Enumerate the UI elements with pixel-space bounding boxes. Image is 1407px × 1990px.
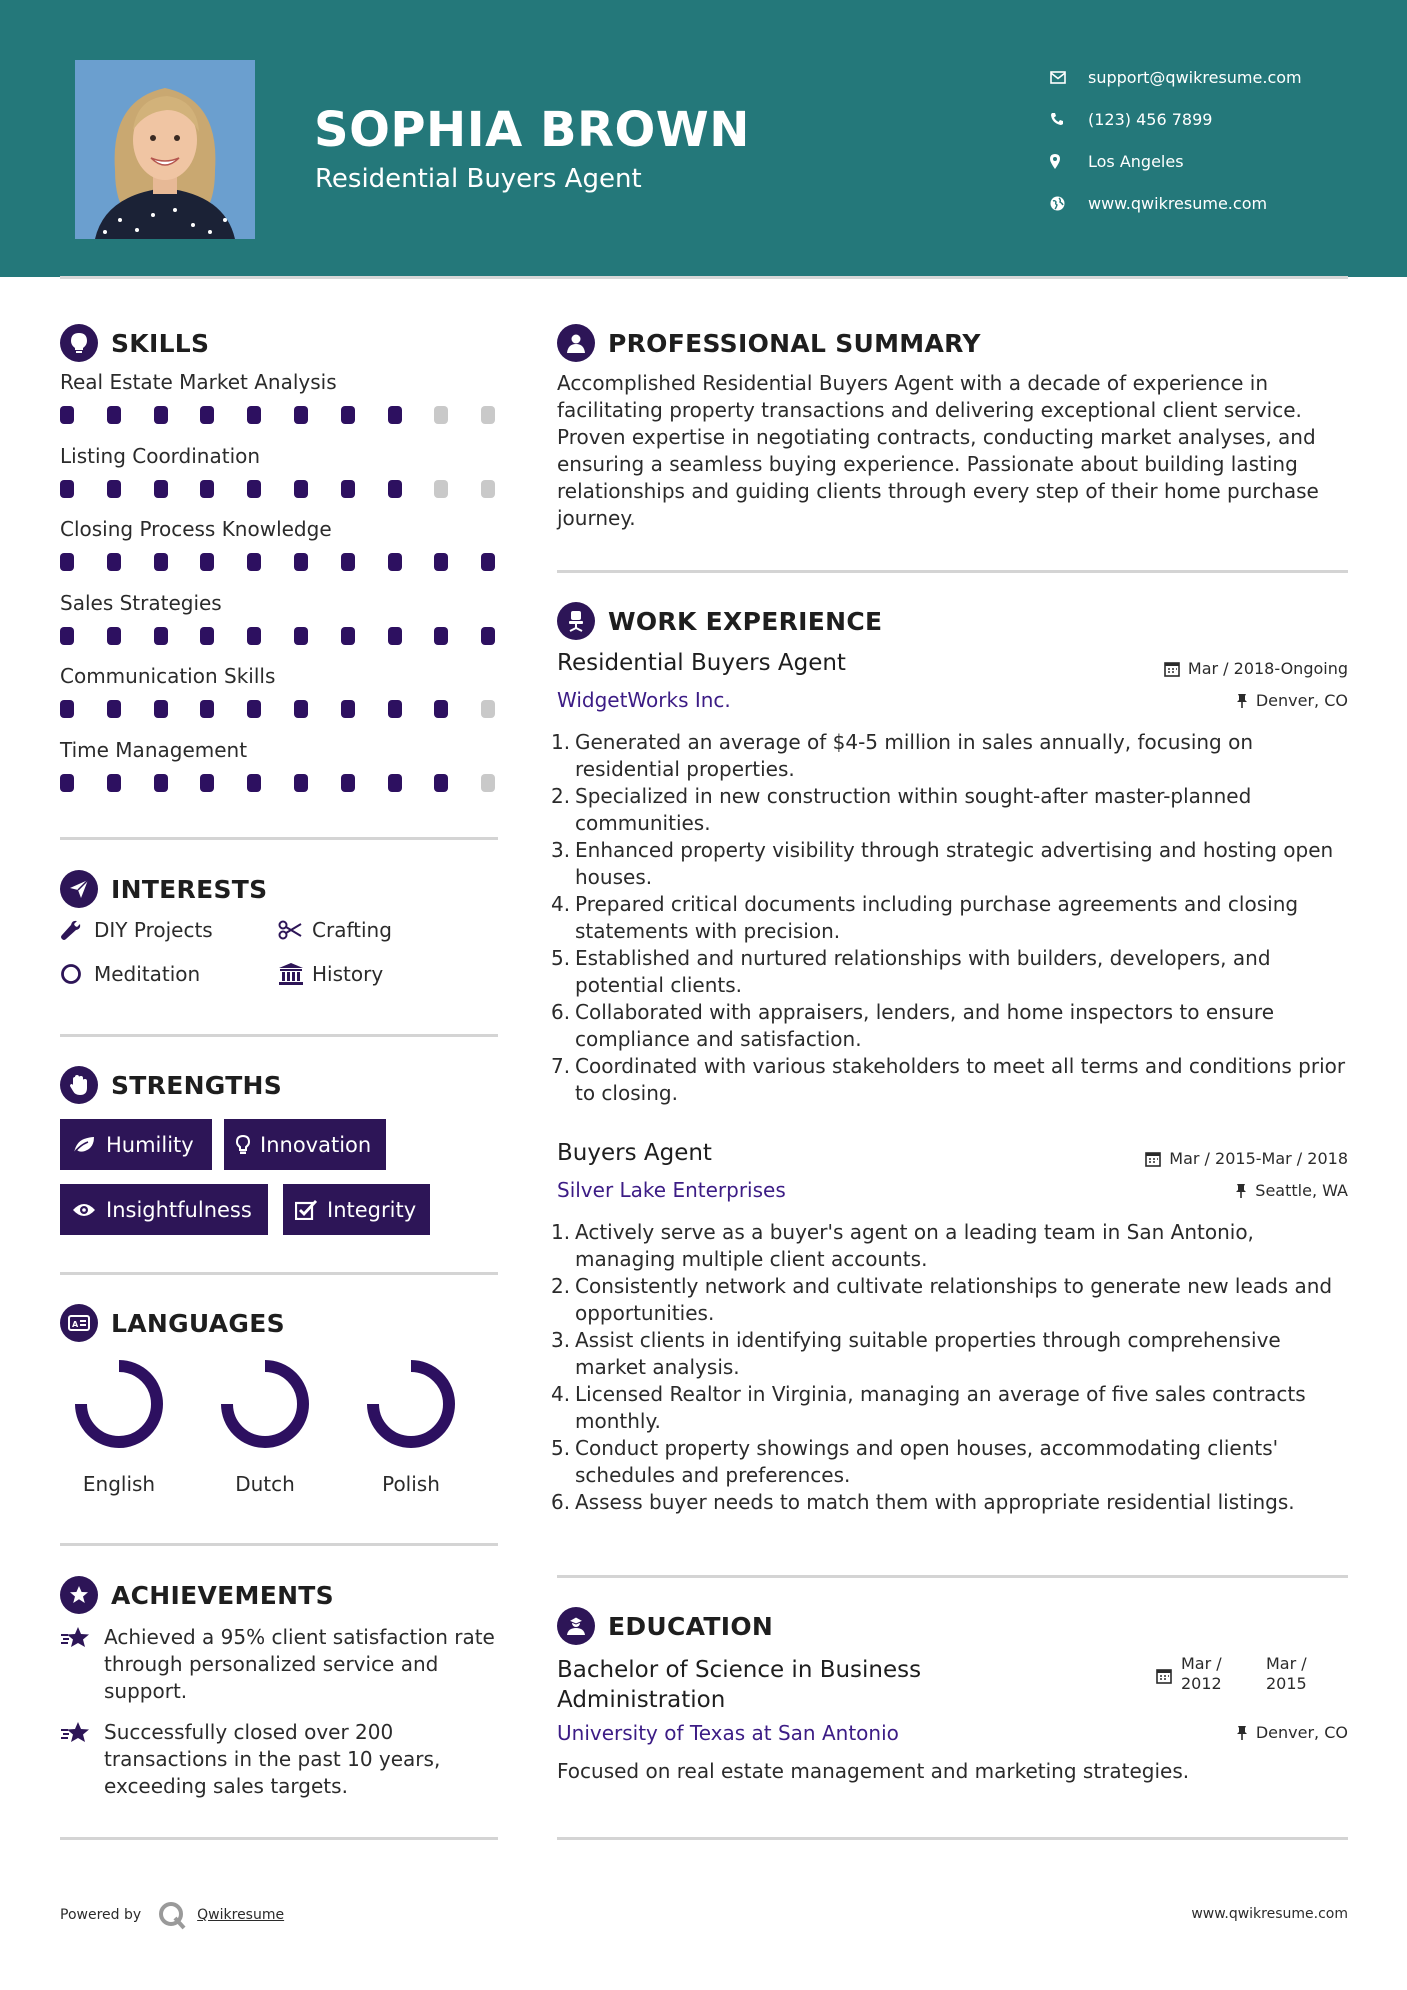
contact-phone[interactable]	[1050, 98, 1390, 140]
summary-text: Accomplished Residential Buyers Agent with a decade of experience in facilitating property transactions and delivering exceptional client service. Proven expertise in negotiating contracts, conducting market analyses, and ensuring a seamless buying experience. Passionate about building lasting relationships and guiding clients through every step of their home purchase journey.	[557, 371, 1319, 530]
rating-dot	[247, 480, 261, 498]
language-item	[338, 1358, 484, 1496]
qwikresume-logo-icon	[157, 1900, 187, 1930]
lightbulb-icon	[60, 324, 98, 362]
education-location	[1236, 1723, 1348, 1742]
rating-dot	[200, 406, 214, 424]
contact-website[interactable]	[1050, 182, 1390, 224]
skill-item	[60, 517, 500, 573]
education-location-text: Denver, CO	[1255, 1723, 1348, 1742]
contact-email[interactable]	[1050, 56, 1390, 98]
rating-dot	[388, 406, 402, 424]
skill-item	[60, 370, 500, 426]
language-gauge	[73, 1358, 165, 1450]
interest-label: DIY Projects	[94, 918, 213, 942]
job-responsibilities	[551, 1219, 1347, 1516]
education-heading	[557, 1607, 773, 1645]
skill-rating	[60, 480, 500, 500]
skill-name: Communication Skills	[60, 664, 276, 688]
skills-title: SKILLS	[111, 328, 210, 358]
rating-dot	[247, 406, 261, 424]
strength-tag	[224, 1119, 386, 1170]
hand-icon	[60, 1066, 98, 1104]
education-end-date: Mar / 2015	[1266, 1654, 1307, 1693]
paper-plane-icon	[60, 870, 98, 908]
rating-dot	[107, 406, 121, 424]
interest-item	[278, 918, 392, 942]
map-pin-icon	[1050, 154, 1088, 169]
contact-email-text: support@qwikresume.com	[1088, 67, 1302, 87]
office-chair-icon	[557, 602, 595, 640]
skills-heading	[60, 324, 209, 362]
star-icon	[60, 1719, 104, 1800]
rating-dot	[247, 553, 261, 571]
rating-dot	[434, 480, 448, 498]
rating-dot	[388, 480, 402, 498]
skill-name: Listing Coordination	[60, 444, 261, 468]
rating-dot	[107, 774, 121, 792]
institution-icon	[278, 962, 312, 986]
rating-dot	[294, 553, 308, 571]
qwikresume-link[interactable]: Qwikresume	[197, 1907, 285, 1923]
powered-by-label: Powered by	[60, 1907, 142, 1923]
job-bullet: 2. Specialized in new construction within sought-after master-planned communities.	[551, 784, 1252, 835]
rating-dot	[341, 627, 355, 645]
rating-dot	[60, 553, 74, 571]
job-dates-text: Mar / 2018-Ongoing	[1187, 659, 1348, 678]
lightbulb-icon	[236, 1135, 250, 1155]
skill-rating	[60, 406, 500, 426]
profile-photo	[75, 60, 255, 239]
rating-dot	[434, 406, 448, 424]
rating-dot	[481, 406, 495, 424]
job-dates	[1145, 1149, 1348, 1168]
rating-dot	[154, 774, 168, 792]
rating-dot	[107, 700, 121, 718]
interests-title: INTERESTS	[111, 874, 268, 904]
rating-dot	[154, 700, 168, 718]
skill-rating	[60, 553, 500, 573]
resume-header	[0, 0, 1407, 277]
contact-website-text: www.qwikresume.com	[1088, 193, 1268, 213]
skill-item	[60, 664, 500, 720]
section-divider	[557, 1575, 1348, 1578]
job-bullet: 3. Assist clients in identifying suitable properties through comprehensive market analysis.	[551, 1328, 1281, 1379]
rating-dot	[60, 480, 74, 498]
user-icon	[557, 324, 595, 362]
job-dates-text: Mar / 2015-Mar / 2018	[1169, 1149, 1348, 1168]
job-bullet: 6. Assess buyer needs to match them with appropriate residential listings.	[551, 1490, 1295, 1514]
job-dates	[1164, 659, 1348, 678]
interest-label: History	[312, 962, 384, 986]
job-bullet: 3. Enhanced property visibility through strategic advertising and hosting open houses.	[551, 838, 1334, 889]
job-bullet: 1. Actively serve as a buyer's agent on a leading team in San Antonio, managing multiple client accounts.	[551, 1220, 1254, 1271]
rating-dot	[341, 553, 355, 571]
strength-tag	[60, 1184, 268, 1235]
strengths-heading	[60, 1066, 282, 1104]
job-responsibilities	[551, 729, 1347, 1107]
language-level-arc	[373, 1366, 449, 1442]
language-item	[46, 1358, 192, 1496]
language-name: Polish	[382, 1472, 440, 1496]
rating-dot	[107, 553, 121, 571]
job-bullet: 4. Prepared critical documents including purchase agreements and closing statements with precision.	[551, 892, 1299, 943]
rating-dot	[341, 700, 355, 718]
interest-label: Meditation	[94, 962, 201, 986]
rating-dot	[434, 700, 448, 718]
experience-title: WORK EXPERIENCE	[608, 606, 883, 636]
achievement-text: Achieved a 95% client satisfaction rate through personalized service and support.	[104, 1625, 495, 1703]
rating-dot	[481, 774, 495, 792]
job-role: Buyers Agent	[557, 1140, 712, 1166]
strength-label: Integrity	[327, 1197, 417, 1222]
job-company: Silver Lake Enterprises	[557, 1178, 786, 1202]
graduate-icon	[557, 1607, 595, 1645]
education-title: EDUCATION	[608, 1611, 774, 1641]
strength-label: Innovation	[260, 1132, 372, 1157]
achievement-item	[60, 1719, 500, 1800]
skill-name: Closing Process Knowledge	[60, 517, 332, 541]
rating-dot	[481, 700, 495, 718]
languages-heading	[60, 1304, 285, 1342]
language-gauge	[219, 1358, 311, 1450]
achievement-text: Successfully closed over 200 transactions in the past 10 years, exceeding sales targets.	[104, 1720, 441, 1798]
phone-icon	[1050, 112, 1088, 126]
skill-name: Time Management	[60, 738, 248, 762]
footer-url[interactable]: www.qwikresume.com	[1191, 1906, 1348, 1922]
language-name: English	[82, 1472, 156, 1496]
skill-name: Real Estate Market Analysis	[60, 370, 337, 394]
envelope-icon	[1050, 71, 1088, 84]
rating-dot	[294, 406, 308, 424]
job-location-text: Denver, CO	[1255, 691, 1348, 710]
rating-dot	[247, 774, 261, 792]
header-divider	[60, 276, 1348, 279]
rating-dot	[434, 774, 448, 792]
strengths-title: STRENGTHS	[111, 1070, 283, 1100]
candidate-title: Residential Buyers Agent	[315, 164, 642, 194]
rating-dot	[481, 627, 495, 645]
rating-dot	[60, 700, 74, 718]
section-divider	[60, 1543, 498, 1546]
calendar-icon	[1145, 1151, 1161, 1167]
contact-location	[1050, 140, 1390, 182]
rating-dot	[341, 406, 355, 424]
rating-dot	[60, 774, 74, 792]
strength-tag	[283, 1184, 430, 1235]
interest-item	[60, 962, 200, 986]
rating-dot	[107, 480, 121, 498]
calendar-icon	[1164, 661, 1180, 677]
globe-icon	[1050, 196, 1088, 211]
circle-icon	[60, 963, 94, 985]
rating-dot	[154, 553, 168, 571]
job-location	[1235, 1181, 1348, 1200]
rating-dot	[388, 553, 402, 571]
strength-tag	[60, 1119, 212, 1170]
section-divider	[557, 570, 1348, 573]
leaf-icon	[72, 1136, 96, 1154]
degree-line-1: Bachelor of Science in Business	[557, 1657, 922, 1683]
rating-dot	[388, 700, 402, 718]
candidate-name: SOPHIA BROWN	[314, 102, 750, 158]
rating-dot	[388, 774, 402, 792]
rating-dot	[247, 627, 261, 645]
job-bullet: 5. Established and nurtured relationships with builders, developers, and potential clients.	[551, 946, 1271, 997]
education-degree	[557, 1655, 921, 1715]
rating-dot	[200, 553, 214, 571]
education-description: Focused on real estate management and marketing strategies.	[557, 1759, 1190, 1783]
experience-heading	[557, 602, 882, 640]
job-location	[1236, 691, 1348, 710]
rating-dot	[200, 700, 214, 718]
id-card-icon	[60, 1304, 98, 1342]
thumbtack-icon	[1236, 693, 1248, 709]
job-bullet: 5. Conduct property showings and open houses, accommodating clients' schedules and preferences.	[551, 1436, 1279, 1487]
language-level-arc	[81, 1366, 157, 1442]
rating-dot	[154, 480, 168, 498]
section-divider	[60, 1034, 498, 1037]
rating-dot	[481, 480, 495, 498]
job-bullet: 6. Collaborated with appraisers, lenders, and home inspectors to ensure compliance and satisfaction.	[551, 1000, 1274, 1051]
achievements-heading	[60, 1576, 334, 1614]
thumbtack-icon	[1236, 1725, 1248, 1741]
contact-list	[1050, 56, 1390, 224]
strength-label: Humility	[106, 1132, 194, 1157]
interest-label: Crafting	[312, 918, 392, 942]
section-divider	[60, 1272, 498, 1275]
job-bullet: 7. Coordinated with various stakeholders to meet all terms and conditions prior to closing.	[551, 1054, 1346, 1105]
rating-dot	[294, 700, 308, 718]
rating-dot	[388, 627, 402, 645]
achievement-item	[60, 1624, 500, 1705]
rating-dot	[434, 553, 448, 571]
job-bullet: 1. Generated an average of $4-5 million in sales annually, focusing on residential properties.	[551, 730, 1254, 781]
skill-rating	[60, 700, 500, 720]
interests-heading	[60, 870, 267, 908]
skill-name: Sales Strategies	[60, 591, 222, 615]
skill-item	[60, 591, 500, 647]
rating-dot	[200, 480, 214, 498]
education-start-date: Mar / 2012	[1181, 1654, 1222, 1693]
check-square-icon	[295, 1200, 317, 1220]
summary-heading	[557, 324, 981, 362]
rating-dot	[341, 480, 355, 498]
rating-dot	[154, 406, 168, 424]
rating-dot	[294, 480, 308, 498]
languages-title: LANGUAGES	[111, 1308, 285, 1338]
rating-dot	[294, 627, 308, 645]
rating-dot	[294, 774, 308, 792]
job-role: Residential Buyers Agent	[557, 650, 846, 676]
wrench-icon	[60, 919, 94, 941]
job-bullet: 2. Consistently network and cultivate relationships to generate new leads and opportunities.	[551, 1274, 1333, 1325]
language-name: Dutch	[235, 1472, 295, 1496]
rating-dot	[200, 774, 214, 792]
section-divider	[557, 1837, 1348, 1840]
rating-dot	[154, 627, 168, 645]
rating-dot	[247, 700, 261, 718]
star-badge-icon	[60, 1576, 98, 1614]
degree-line-2: Administration	[557, 1687, 726, 1713]
contact-location-text: Los Angeles	[1088, 151, 1184, 171]
language-item	[192, 1358, 338, 1496]
skill-item	[60, 738, 500, 794]
rating-dot	[107, 627, 121, 645]
achievements-title: ACHIEVEMENTS	[111, 1580, 334, 1610]
svg-text:A: A	[72, 1320, 79, 1329]
summary-title: PROFESSIONAL SUMMARY	[608, 328, 981, 358]
education-school: University of Texas at San Antonio	[557, 1721, 899, 1745]
interest-item	[278, 962, 383, 986]
language-level-arc	[227, 1366, 303, 1442]
rating-dot	[434, 627, 448, 645]
skill-item	[60, 444, 500, 500]
rating-dot	[481, 553, 495, 571]
scissors-icon	[278, 920, 312, 940]
interest-item	[60, 918, 213, 942]
rating-dot	[200, 627, 214, 645]
job-company: WidgetWorks Inc.	[557, 688, 731, 712]
eye-icon	[72, 1202, 96, 1218]
thumbtack-icon	[1235, 1183, 1247, 1199]
skill-rating	[60, 774, 500, 794]
rating-dot	[60, 627, 74, 645]
strength-label: Insightfulness	[106, 1197, 252, 1222]
rating-dot	[341, 774, 355, 792]
calendar-icon	[1156, 1668, 1172, 1688]
skill-rating	[60, 627, 500, 647]
rating-dot	[60, 406, 74, 424]
job-location-text: Seattle, WA	[1255, 1181, 1348, 1200]
language-gauge	[365, 1358, 457, 1450]
job-bullet: 4. Licensed Realtor in Virginia, managing an average of five sales contracts monthly.	[551, 1382, 1306, 1433]
contact-phone-text: (123) 456 7899	[1088, 109, 1213, 129]
section-divider	[60, 837, 498, 840]
section-divider	[60, 1837, 498, 1840]
footer-powered-by	[60, 1900, 284, 1930]
star-icon	[60, 1624, 104, 1705]
